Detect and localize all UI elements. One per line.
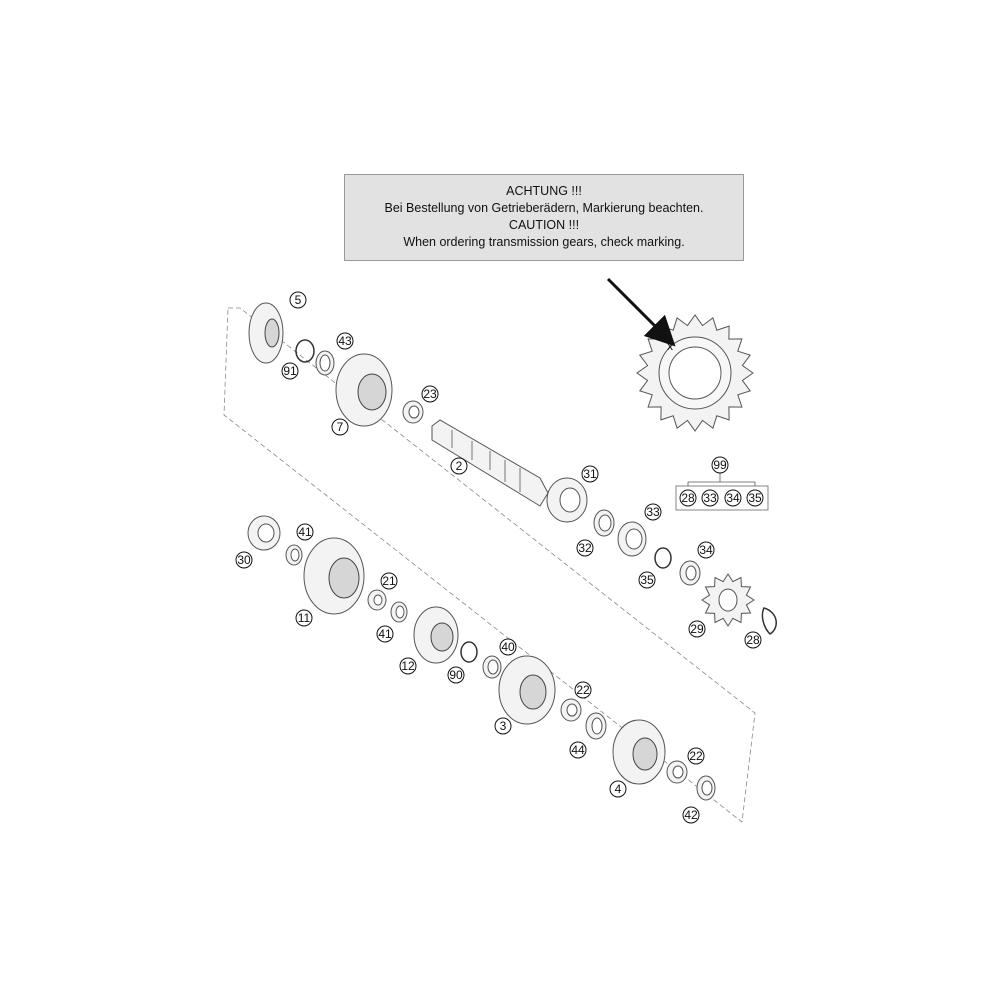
callout-11[interactable] (296, 610, 312, 626)
callout-22-b-text: 22 (689, 749, 703, 763)
callout-30[interactable] (236, 552, 252, 568)
callout-4[interactable] (610, 781, 626, 797)
callout-21[interactable] (381, 573, 397, 589)
callout-91-text: 91 (283, 364, 297, 378)
callout-2[interactable] (451, 458, 467, 474)
caution-title-de: ACHTUNG !!! (506, 184, 582, 198)
callout-41-a[interactable] (297, 524, 313, 540)
callout-5[interactable] (290, 292, 306, 308)
part-90-circlip (461, 642, 477, 662)
callout-33-text: 33 (646, 505, 660, 519)
callout-4-text: 4 (614, 782, 622, 796)
kit-callout-35[interactable] (747, 490, 763, 506)
part-33-seal (618, 522, 646, 556)
callout-7[interactable] (332, 419, 348, 435)
kit-callout-28[interactable] (680, 490, 696, 506)
part-34-spacer (680, 561, 700, 585)
callout-40[interactable] (500, 639, 516, 655)
callout-32[interactable] (577, 540, 593, 556)
callout-23[interactable] (422, 386, 438, 402)
callout-29-text: 29 (690, 622, 704, 636)
part-5-gear (249, 303, 283, 363)
part-30-bearing (248, 516, 280, 550)
callout-42[interactable] (683, 807, 699, 823)
callout-32-text: 32 (578, 541, 592, 555)
callout-44-text: 44 (571, 743, 585, 757)
part-2-shaft (432, 420, 548, 506)
callout-40-text: 40 (501, 640, 515, 654)
part-3-gear (499, 656, 555, 724)
caution-title-en: CAUTION !!! (508, 218, 580, 232)
callout-29[interactable] (689, 621, 705, 637)
kit-callout-35-text: 35 (748, 491, 762, 505)
part-22-bushing-a (561, 699, 581, 721)
kit-callout-28-text: 28 (681, 491, 695, 505)
part-28-circlip (762, 608, 776, 634)
kit-callout-34-text: 34 (726, 491, 740, 505)
part-32-washer (594, 510, 614, 536)
callout-31-text: 31 (583, 467, 597, 481)
kit-callout-33[interactable] (702, 490, 718, 506)
callout-35-text: 35 (640, 573, 654, 587)
callout-12-text: 12 (401, 659, 415, 673)
callout-44[interactable] (570, 742, 586, 758)
callout-23-text: 23 (423, 387, 437, 401)
callout-30-text: 30 (237, 553, 251, 567)
callout-90[interactable] (448, 667, 464, 683)
part-35-o-ring (655, 548, 671, 568)
callout-91[interactable] (282, 363, 298, 379)
part-12-gear (414, 607, 458, 663)
part-31-bearing (547, 478, 587, 522)
part-41-washer-b (391, 602, 407, 622)
callout-22-a-text: 22 (576, 683, 590, 697)
callout-34-text: 34 (699, 543, 713, 557)
marking-x: x (667, 339, 673, 353)
caution-text-en: When ordering transmission gears, check marking. (403, 235, 685, 249)
callout-22-a[interactable] (575, 682, 591, 698)
callout-28-text: 28 (746, 633, 760, 647)
part-21-bushing (368, 590, 386, 610)
part-40-washer (483, 656, 501, 678)
callout-12[interactable] (400, 658, 416, 674)
callout-42-text: 42 (684, 808, 698, 822)
part-23-bushing (403, 401, 423, 423)
caution-text-de: Bei Bestellung von Getrieberädern, Markierung beachten. (384, 201, 704, 215)
part-29-sprocket (702, 574, 754, 626)
callout-11-text: 11 (297, 611, 311, 625)
part-42-washer (697, 776, 715, 800)
callout-90-text: 90 (449, 668, 463, 682)
part-7-gear (336, 354, 392, 426)
part-43-washer (316, 351, 334, 375)
callout-99-text: 99 (713, 458, 727, 472)
callout-3-text: 3 (499, 719, 507, 733)
callout-7-text: 7 (336, 420, 344, 434)
callout-2-text: 2 (455, 459, 463, 473)
callout-28[interactable] (745, 632, 761, 648)
callout-43[interactable] (337, 333, 353, 349)
marking-arrow (608, 279, 667, 338)
kit-callout-33-text: 33 (703, 491, 717, 505)
callout-5-text: 5 (294, 293, 302, 307)
callout-31[interactable] (582, 466, 598, 482)
part-91-circlip (296, 340, 314, 362)
callout-21-text: 21 (382, 574, 396, 588)
callout-41-b-text: 41 (378, 627, 392, 641)
callout-43-text: 43 (338, 334, 352, 348)
callout-34[interactable] (698, 542, 714, 558)
kit-callout-34[interactable] (725, 490, 741, 506)
callout-99[interactable] (712, 457, 728, 473)
part-41-washer-a (286, 545, 302, 565)
part-4-gear (613, 720, 665, 784)
callout-33[interactable] (645, 504, 661, 520)
detail-gear-marking (637, 315, 753, 431)
part-22-bushing-b (667, 761, 687, 783)
callout-41-b[interactable] (377, 626, 393, 642)
callout-35[interactable] (639, 572, 655, 588)
callout-41-a-text: 41 (298, 525, 312, 539)
callout-3[interactable] (495, 718, 511, 734)
part-44-washer (586, 713, 606, 739)
callout-22-b[interactable] (688, 748, 704, 764)
part-11-gear (304, 538, 364, 614)
